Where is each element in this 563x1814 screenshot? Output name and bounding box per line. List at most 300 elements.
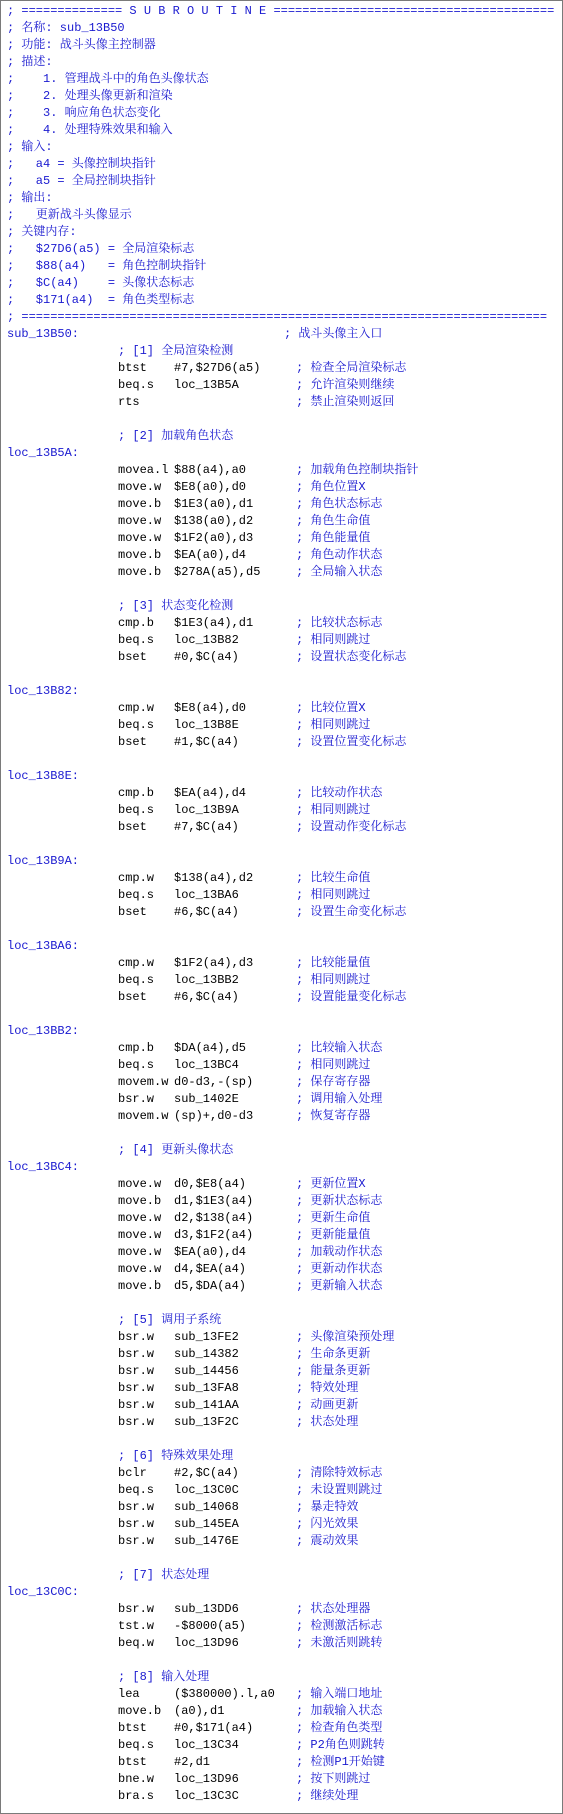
inline-comment: ; 恢复寄存器 (296, 1109, 371, 1123)
instruction-operand: sub_14456 (174, 1364, 239, 1378)
instruction-mnemonic: movem.w (118, 1109, 169, 1123)
instruction-line (1, 513, 562, 530)
instruction-line (1, 462, 562, 479)
instruction-operand: sub_141AA (174, 1398, 239, 1412)
instruction-operand: #2,d1 (174, 1755, 211, 1769)
inline-comment: ; 输入端口地址 (296, 1687, 383, 1701)
blank-line (1, 1652, 562, 1669)
comment-text: ; 输出: (7, 191, 53, 205)
section-comment-line (1, 1448, 562, 1465)
comment-text: ; 3. 响应角色状态变化 (7, 106, 161, 120)
instruction-mnemonic: lea (118, 1687, 140, 1701)
label-line (1, 1584, 562, 1601)
instruction-operand: d4,$EA(a4) (174, 1262, 247, 1276)
section-comment-line (1, 343, 562, 360)
comment-text: ; 名称: sub_13B50 (7, 21, 125, 35)
instruction-operand: #7,$27D6(a5) (174, 361, 261, 375)
instruction-operand: sub_145EA (174, 1517, 239, 1531)
comment-text: ; a4 = 头像控制块指针 (7, 157, 156, 171)
instruction-mnemonic: beq.s (118, 803, 155, 817)
comment-line (1, 37, 562, 54)
instruction-operand: d0,$E8(a4) (174, 1177, 247, 1191)
instruction-mnemonic: beq.s (118, 888, 155, 902)
section-comment-text: ; [1] 全局渲染检测 (118, 344, 234, 358)
instruction-operand: d3,$1F2(a4) (174, 1228, 254, 1242)
instruction-mnemonic: movem.w (118, 1075, 169, 1089)
instruction-operand: $278A(a5),d5 (174, 565, 261, 579)
instruction-operand: $DA(a4),d5 (174, 1041, 247, 1055)
instruction-operand: $E8(a0),d0 (174, 480, 247, 494)
instruction-mnemonic: move.b (118, 565, 162, 579)
blank-line (1, 1431, 562, 1448)
comment-text: ; ========================================================================= (7, 310, 548, 324)
instruction-operand: sub_13FA8 (174, 1381, 239, 1395)
instruction-mnemonic: move.w (118, 531, 162, 545)
instruction-operand: loc_13B82 (174, 633, 239, 647)
instruction-mnemonic: bset (118, 820, 147, 834)
instruction-line (1, 1380, 562, 1397)
instruction-mnemonic: bset (118, 650, 147, 664)
comment-text: ; $C(a4) = 头像状态标志 (7, 276, 195, 290)
instruction-operand: sub_13FE2 (174, 1330, 239, 1344)
inline-comment: ; 角色状态标志 (296, 497, 383, 511)
comment-text: ; 4. 处理特殊效果和输入 (7, 123, 173, 137)
inline-comment: ; 加载输入状态 (296, 1704, 383, 1718)
comment-line (1, 156, 562, 173)
instruction-operand: $E8(a4),d0 (174, 701, 247, 715)
code-label: loc_13B82: (7, 684, 80, 698)
inline-comment: ; 加载角色控制块指针 (296, 463, 419, 477)
instruction-operand: sub_14068 (174, 1500, 239, 1514)
inline-comment: ; 更新输入状态 (296, 1279, 383, 1293)
section-comment-line (1, 1142, 562, 1159)
instruction-line (1, 1397, 562, 1414)
instruction-line (1, 1516, 562, 1533)
instruction-line (1, 1210, 562, 1227)
instruction-mnemonic: btst (118, 1721, 147, 1735)
inline-comment: ; 角色能量值 (296, 531, 371, 545)
comment-line (1, 105, 562, 122)
instruction-line (1, 1057, 562, 1074)
blank-line (1, 411, 562, 428)
comment-line (1, 292, 562, 309)
inline-comment: ; 检查角色类型 (296, 1721, 383, 1735)
code-label: loc_13B8E: (7, 769, 80, 783)
instruction-mnemonic: bsr.w (118, 1330, 155, 1344)
comment-line (1, 122, 562, 139)
instruction-operand: #2,$C(a4) (174, 1466, 239, 1480)
instruction-line (1, 972, 562, 989)
instruction-line (1, 1074, 562, 1091)
inline-comment: ; 比较输入状态 (296, 1041, 383, 1055)
section-comment-line (1, 1669, 562, 1686)
code-label: loc_13C0C: (7, 1585, 80, 1599)
comment-text: ; 输入: (7, 140, 53, 154)
instruction-line (1, 1686, 562, 1703)
inline-comment: ; 相同则跳过 (296, 718, 371, 732)
instruction-line (1, 717, 562, 734)
comment-line (1, 88, 562, 105)
instruction-line (1, 479, 562, 496)
inline-comment: ; 比较能量值 (296, 956, 371, 970)
instruction-line (1, 904, 562, 921)
instruction-mnemonic: move.b (118, 1704, 162, 1718)
instruction-mnemonic: cmp.b (118, 786, 155, 800)
comment-text: ; 更新战斗头像显示 (7, 208, 132, 222)
instruction-mnemonic: btst (118, 1755, 147, 1769)
inline-comment: ; 设置位置变化标志 (296, 735, 407, 749)
instruction-operand: $EA(a4),d4 (174, 786, 247, 800)
instruction-mnemonic: bclr (118, 1466, 147, 1480)
inline-comment: ; 检查全局渲染标志 (296, 361, 407, 375)
instruction-mnemonic: beq.s (118, 633, 155, 647)
comment-text: ; a5 = 全局控制块指针 (7, 174, 156, 188)
instruction-operand: sub_1402E (174, 1092, 239, 1106)
instruction-line (1, 1499, 562, 1516)
instruction-mnemonic: tst.w (118, 1619, 155, 1633)
instruction-line (1, 1771, 562, 1788)
instruction-line (1, 530, 562, 547)
label-line (1, 445, 562, 462)
inline-comment: ; 比较位置X (296, 701, 366, 715)
comment-line (1, 207, 562, 224)
section-comment-text: ; [5] 调用子系统 (118, 1313, 222, 1327)
inline-comment: ; 比较生命值 (296, 871, 371, 885)
instruction-operand: ($380000).l,a0 (174, 1687, 275, 1701)
instruction-line (1, 564, 562, 581)
instruction-operand: -$8000(a5) (174, 1619, 247, 1633)
instruction-operand: loc_13C34 (174, 1738, 239, 1752)
inline-comment: ; 相同则跳过 (296, 633, 371, 647)
label-line (1, 683, 562, 700)
instruction-mnemonic: bset (118, 735, 147, 749)
instruction-line (1, 360, 562, 377)
label-line (1, 1159, 562, 1176)
comment-text: ; 功能: 战斗头像主控制器 (7, 38, 156, 52)
instruction-mnemonic: move.b (118, 497, 162, 511)
blank-line (1, 581, 562, 598)
section-comment-text: ; [4] 更新头像状态 (118, 1143, 234, 1157)
instruction-mnemonic: move.w (118, 480, 162, 494)
inline-comment: ; 生命条更新 (296, 1347, 371, 1361)
blank-line (1, 1125, 562, 1142)
instruction-mnemonic: move.b (118, 1194, 162, 1208)
instruction-operand: loc_13B5A (174, 378, 239, 392)
inline-comment: ; 比较状态标志 (296, 616, 383, 630)
instruction-operand: $1E3(a4),d1 (174, 616, 254, 630)
inline-comment: ; 角色生命值 (296, 514, 371, 528)
instruction-line (1, 1635, 562, 1652)
instruction-mnemonic: bsr.w (118, 1347, 155, 1361)
instruction-mnemonic: move.w (118, 1211, 162, 1225)
instruction-mnemonic: bsr.w (118, 1092, 155, 1106)
instruction-operand: $EA(a0),d4 (174, 548, 247, 562)
instruction-operand: loc_13BA6 (174, 888, 239, 902)
instruction-line (1, 955, 562, 972)
instruction-mnemonic: move.w (118, 514, 162, 528)
inline-comment: ; 比较动作状态 (296, 786, 383, 800)
instruction-operand: (sp)+,d0-d3 (174, 1109, 254, 1123)
instruction-line (1, 615, 562, 632)
instruction-mnemonic: bsr.w (118, 1534, 155, 1548)
instruction-mnemonic: bsr.w (118, 1364, 155, 1378)
code-label: loc_13B5A: (7, 446, 80, 460)
inline-comment: ; 相同则跳过 (296, 803, 371, 817)
instruction-line (1, 802, 562, 819)
instruction-line (1, 1346, 562, 1363)
instruction-mnemonic: bne.w (118, 1772, 155, 1786)
instruction-operand: d0-d3,-(sp) (174, 1075, 254, 1089)
inline-comment: ; 更新生命值 (296, 1211, 371, 1225)
instruction-line (1, 700, 562, 717)
comment-line (1, 3, 562, 20)
section-comment-text: ; [2] 加载角色状态 (118, 429, 234, 443)
instruction-line (1, 547, 562, 564)
instruction-operand: d5,$DA(a4) (174, 1279, 247, 1293)
instruction-line (1, 1176, 562, 1193)
instruction-operand: sub_1476E (174, 1534, 239, 1548)
label-line (1, 326, 562, 343)
code-listing (1, 3, 562, 1805)
instruction-operand: $EA(a0),d4 (174, 1245, 247, 1259)
code-label: loc_13BC4: (7, 1160, 80, 1174)
inline-comment: ; 继续处理 (296, 1789, 359, 1803)
comment-line (1, 139, 562, 156)
inline-comment: ; 震动效果 (296, 1534, 359, 1548)
instruction-operand: (a0),d1 (174, 1704, 225, 1718)
comment-text: ; $88(a4) = 角色控制块指针 (7, 259, 207, 273)
instruction-mnemonic: cmp.w (118, 871, 155, 885)
blank-line (1, 751, 562, 768)
inline-comment: ; 更新动作状态 (296, 1262, 383, 1276)
code-label: loc_13B9A: (7, 854, 80, 868)
inline-comment: ; 相同则跳过 (296, 1058, 371, 1072)
instruction-mnemonic: bsr.w (118, 1602, 155, 1616)
instruction-line (1, 1329, 562, 1346)
instruction-line (1, 632, 562, 649)
inline-comment: ; 禁止渲染则返回 (296, 395, 395, 409)
blank-line (1, 921, 562, 938)
instruction-operand: loc_13C0C (174, 1483, 239, 1497)
inline-comment: ; 状态处理 (296, 1415, 359, 1429)
section-comment-line (1, 428, 562, 445)
comment-line (1, 190, 562, 207)
inline-comment: ; 相同则跳过 (296, 973, 371, 987)
comment-line (1, 71, 562, 88)
instruction-operand: #0,$C(a4) (174, 650, 239, 664)
instruction-mnemonic: cmp.w (118, 701, 155, 715)
instruction-mnemonic: beq.s (118, 973, 155, 987)
instruction-mnemonic: beq.s (118, 1483, 155, 1497)
instruction-mnemonic: rts (118, 395, 140, 409)
instruction-mnemonic: cmp.b (118, 1041, 155, 1055)
comment-line (1, 241, 562, 258)
inline-comment: ; 设置状态变化标志 (296, 650, 407, 664)
label-line (1, 1023, 562, 1040)
inline-comment: ; P2角色则跳转 (296, 1738, 385, 1752)
comment-text: ; 关键内存: (7, 225, 77, 239)
instruction-mnemonic: beq.s (118, 378, 155, 392)
comment-text: ; 1. 管理战斗中的角色头像状态 (7, 72, 209, 86)
instruction-mnemonic: move.w (118, 1245, 162, 1259)
instruction-operand: $138(a0),d2 (174, 514, 254, 528)
label-line (1, 938, 562, 955)
inline-comment: ; 更新能量值 (296, 1228, 371, 1242)
section-comment-line (1, 1312, 562, 1329)
section-comment-text: ; [8] 输入处理 (118, 1670, 210, 1684)
instruction-operand: loc_13BB2 (174, 973, 239, 987)
comment-text: ; ============== S U B R O U T I N E ======================================= (7, 4, 555, 18)
instruction-line (1, 1788, 562, 1805)
inline-comment: ; 清除特效标志 (296, 1466, 383, 1480)
instruction-line (1, 1261, 562, 1278)
blank-line (1, 1006, 562, 1023)
comment-line (1, 173, 562, 190)
comment-line (1, 224, 562, 241)
instruction-mnemonic: bsr.w (118, 1381, 155, 1395)
comment-text: ; $171(a4) = 角色类型标志 (7, 293, 195, 307)
section-comment-line (1, 1567, 562, 1584)
inline-comment: ; 闪光效果 (296, 1517, 359, 1531)
instruction-operand: $1F2(a4),d3 (174, 956, 254, 970)
blank-line (1, 666, 562, 683)
instruction-line (1, 649, 562, 666)
instruction-operand: sub_13F2C (174, 1415, 239, 1429)
instruction-line (1, 1363, 562, 1380)
instruction-line (1, 1533, 562, 1550)
instruction-operand: loc_13BC4 (174, 1058, 239, 1072)
inline-comment: ; 检测激活标志 (296, 1619, 383, 1633)
instruction-operand: d1,$1E3(a4) (174, 1194, 254, 1208)
instruction-operand: d2,$138(a4) (174, 1211, 254, 1225)
instruction-operand: $1E3(a0),d1 (174, 497, 254, 511)
instruction-line (1, 1601, 562, 1618)
label-line (1, 768, 562, 785)
inline-comment: ; 战斗头像主入口 (284, 327, 383, 341)
instruction-line (1, 1227, 562, 1244)
inline-comment: ; 加载动作状态 (296, 1245, 383, 1259)
instruction-operand: loc_13D96 (174, 1636, 239, 1650)
instruction-line (1, 870, 562, 887)
inline-comment: ; 未设置则跳过 (296, 1483, 383, 1497)
instruction-line (1, 1465, 562, 1482)
inline-comment: ; 按下则跳过 (296, 1772, 371, 1786)
instruction-line (1, 1482, 562, 1499)
instruction-line (1, 1720, 562, 1737)
instruction-mnemonic: cmp.w (118, 956, 155, 970)
instruction-mnemonic: bsr.w (118, 1398, 155, 1412)
instruction-line (1, 1703, 562, 1720)
inline-comment: ; 设置动作变化标志 (296, 820, 407, 834)
section-comment-text: ; [3] 状态变化检测 (118, 599, 234, 613)
instruction-line (1, 989, 562, 1006)
section-comment-line (1, 598, 562, 615)
instruction-operand: loc_13D96 (174, 1772, 239, 1786)
instruction-operand: $138(a4),d2 (174, 871, 254, 885)
inline-comment: ; 调用输入处理 (296, 1092, 383, 1106)
inline-comment: ; 头像渲染预处理 (296, 1330, 395, 1344)
inline-comment: ; 能量条更新 (296, 1364, 371, 1378)
instruction-mnemonic: bra.s (118, 1789, 155, 1803)
instruction-operand: #1,$C(a4) (174, 735, 239, 749)
instruction-operand: loc_13C3C (174, 1789, 239, 1803)
instruction-mnemonic: beq.s (118, 1738, 155, 1752)
label-line (1, 853, 562, 870)
instruction-mnemonic: beq.s (118, 718, 155, 732)
instruction-mnemonic: move.b (118, 1279, 162, 1293)
instruction-mnemonic: move.w (118, 1228, 162, 1242)
instruction-line (1, 1040, 562, 1057)
blank-line (1, 1550, 562, 1567)
inline-comment: ; 动画更新 (296, 1398, 359, 1412)
instruction-line (1, 887, 562, 904)
inline-comment: ; 状态处理器 (296, 1602, 371, 1616)
instruction-operand: #6,$C(a4) (174, 905, 239, 919)
instruction-operand: #6,$C(a4) (174, 990, 239, 1004)
comment-line (1, 258, 562, 275)
inline-comment: ; 特效处理 (296, 1381, 359, 1395)
instruction-line (1, 819, 562, 836)
inline-comment: ; 更新位置X (296, 1177, 366, 1191)
instruction-line (1, 1108, 562, 1125)
inline-comment: ; 角色位置X (296, 480, 366, 494)
instruction-line (1, 377, 562, 394)
section-comment-text: ; [7] 状态处理 (118, 1568, 210, 1582)
instruction-line (1, 394, 562, 411)
instruction-line (1, 1754, 562, 1771)
comment-line (1, 54, 562, 71)
instruction-mnemonic: beq.s (118, 1058, 155, 1072)
instruction-operand: sub_13DD6 (174, 1602, 239, 1616)
instruction-mnemonic: move.w (118, 1177, 162, 1191)
instruction-line (1, 1278, 562, 1295)
code-label: loc_13BA6: (7, 939, 80, 953)
code-label: loc_13BB2: (7, 1024, 80, 1038)
inline-comment: ; 保存寄存器 (296, 1075, 371, 1089)
instruction-operand: #0,$171(a4) (174, 1721, 254, 1735)
inline-comment: ; 更新状态标志 (296, 1194, 383, 1208)
inline-comment: ; 设置能量变化标志 (296, 990, 407, 1004)
instruction-line (1, 1193, 562, 1210)
instruction-operand: sub_14382 (174, 1347, 239, 1361)
instruction-line (1, 1091, 562, 1108)
instruction-line (1, 734, 562, 751)
instruction-mnemonic: btst (118, 361, 147, 375)
comment-text: ; 2. 处理头像更新和渲染 (7, 89, 173, 103)
inline-comment: ; 相同则跳过 (296, 888, 371, 902)
instruction-mnemonic: movea.l (118, 463, 169, 477)
instruction-mnemonic: cmp.b (118, 616, 155, 630)
comment-text: ; $27D6(a5) = 全局渲染标志 (7, 242, 195, 256)
inline-comment: ; 检测P1开始键 (296, 1755, 385, 1769)
instruction-line (1, 1244, 562, 1261)
instruction-operand: $88(a4),a0 (174, 463, 247, 477)
instruction-mnemonic: move.b (118, 548, 162, 562)
instruction-mnemonic: bsr.w (118, 1415, 155, 1429)
instruction-operand: $1F2(a0),d3 (174, 531, 254, 545)
comment-line (1, 20, 562, 37)
instruction-line (1, 1737, 562, 1754)
instruction-line (1, 1414, 562, 1431)
instruction-operand: loc_13B8E (174, 718, 239, 732)
instruction-operand: loc_13B9A (174, 803, 239, 817)
inline-comment: ; 设置生命变化标志 (296, 905, 407, 919)
inline-comment: ; 全局输入状态 (296, 565, 383, 579)
instruction-line (1, 496, 562, 513)
blank-line (1, 1295, 562, 1312)
instruction-mnemonic: bsr.w (118, 1517, 155, 1531)
comment-text: ; 描述: (7, 55, 53, 69)
